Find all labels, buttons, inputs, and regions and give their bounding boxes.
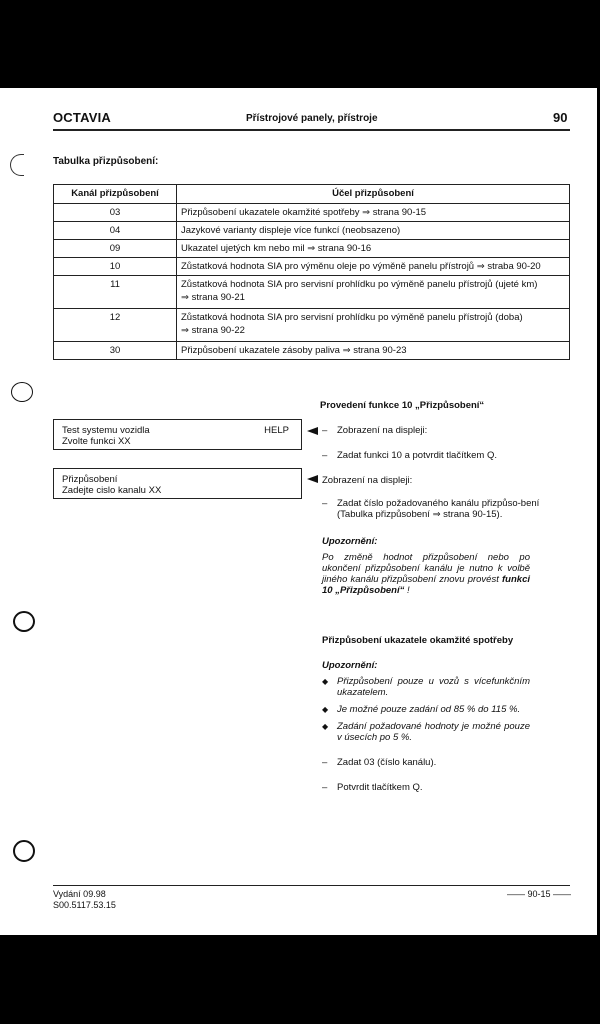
footer-page-number: —— 90-15 —— — [507, 889, 572, 899]
consumption-title: Přizpůsobení ukazatele okamžité spotřeby — [322, 635, 514, 646]
binder-hole-partial-icon — [10, 154, 24, 176]
display-box-adaptation — [53, 468, 302, 499]
binder-hole-icon — [11, 382, 33, 402]
header-chapter: 90 — [553, 110, 568, 125]
bullet-icon: ◆ — [322, 722, 329, 731]
purpose-cell: Ukazatel ujetých km nebo mil ⇒ strana 90-16 — [177, 240, 570, 258]
procedure-step: – Zobrazení na displeji: — [322, 425, 428, 436]
display-line-1: Test systemu vozidla — [62, 425, 150, 436]
adaptation-table — [53, 184, 570, 360]
binder-hole-icon — [13, 611, 35, 632]
purpose-line: Zůstatková hodnota SIA pro servisní prohlídku po výměně panelu přístrojů (doba) — [181, 312, 523, 323]
header-rule — [53, 129, 570, 131]
procedure-step: – Zadat číslo požadovaného kanálu přizpůso-bení (Tabulka přizpůsobení ⇒ strana 90-15). — [322, 498, 540, 520]
note-title: Upozornění: — [322, 536, 378, 547]
footer-edition: Vydání 09.98 — [53, 889, 106, 899]
consumption-step: – Zadat 03 (číslo kanálu). — [322, 757, 437, 768]
purpose-cell: Zůstatková hodnota SIA pro výměnu oleje po výměně panelu přístrojů ⇒ straba 90-20 — [177, 258, 570, 276]
note-bullet: ◆ Je možné pouze zadání od 85 % do 115 %. — [322, 704, 521, 715]
display-line-2: Zadejte cislo kanalu XX — [62, 485, 162, 496]
header-model: OCTAVIA — [53, 110, 111, 125]
display-line-2: Zvolte funkci XX — [62, 436, 131, 447]
pointer-arrow-icon — [307, 475, 318, 483]
footer-code: S00.5117.53.15 — [53, 900, 116, 910]
channel-cell: 11 — [54, 276, 177, 309]
bullet-icon: ◆ — [322, 705, 329, 714]
channel-cell: 12 — [54, 309, 177, 342]
pointer-arrow-icon — [307, 427, 318, 435]
footer-info — [53, 889, 116, 911]
channel-cell: 10 — [54, 258, 177, 276]
note-bullet: ◆ Přizpůsobení pouze u vozů s vícefunkčním ukazatelem. — [322, 676, 530, 698]
column-header-channel: Kanál přizpůsobení — [54, 185, 177, 204]
purpose-cell: Přizpůsobení ukazatele okamžité spotřeby ⇒ strana 90-15 — [177, 204, 570, 222]
table-row — [54, 240, 570, 258]
display-line-1: Přizpůsobení — [62, 474, 118, 485]
table-row — [54, 309, 570, 342]
table-row — [54, 258, 570, 276]
display-box-test-system — [53, 419, 302, 450]
purpose-cell: Přizpůsobení ukazatele zásoby paliva ⇒ strana 90-23 — [177, 342, 570, 360]
consumption-note-title: Upozornění: — [322, 660, 378, 671]
purpose-cell — [177, 309, 570, 342]
footer-rule — [53, 885, 570, 886]
procedure-title: Provedení funkce 10 „Přizpůsobení“ — [320, 400, 485, 411]
channel-cell: 30 — [54, 342, 177, 360]
channel-cell: 03 — [54, 204, 177, 222]
column-header-purpose: Účel přizpůsobení — [177, 185, 570, 204]
purpose-line-ref: ⇒ strana 90-21 — [181, 292, 245, 303]
manual-page — [0, 88, 597, 935]
consumption-step: – Potvrdit tlačítkem Q. — [322, 782, 423, 793]
table-row — [54, 342, 570, 360]
purpose-line: Zůstatková hodnota SIA pro servisní prohlídku po výměně panelu přístrojů (ujeté km) — [181, 279, 538, 290]
purpose-line-ref: ⇒ strana 90-22 — [181, 325, 245, 336]
bullet-icon: ◆ — [322, 677, 329, 686]
procedure-step: – Zadat funkci 10 a potvrdit tlačítkem Q. — [322, 450, 497, 461]
purpose-cell — [177, 276, 570, 309]
header-section: Přístrojové panely, přístroje — [246, 113, 378, 124]
table-row — [54, 222, 570, 240]
procedure-step: Zobrazení na displeji: — [322, 475, 413, 486]
display-help-label: HELP — [264, 425, 289, 436]
channel-cell: 09 — [54, 240, 177, 258]
binder-hole-icon — [13, 840, 35, 862]
note-bullet: ◆ Zadání požadované hodnoty je možné pouze v úsecích po 5 %. — [322, 721, 530, 743]
table-row — [54, 204, 570, 222]
table-row — [54, 276, 570, 309]
table-title: Tabulka přizpůsobení: — [53, 156, 159, 167]
channel-cell: 04 — [54, 222, 177, 240]
purpose-cell: Jazykové varianty displeje více funkcí (neobsazeno) — [177, 222, 570, 240]
note-text: Po změně hodnot přizpůsobení nebo po ukončení přizpůsobení kanálu je nutno k volbě jiného kanálu přizpůsobení znovu provést funkci 10 „Přizpůsobení“ ! — [322, 552, 530, 596]
